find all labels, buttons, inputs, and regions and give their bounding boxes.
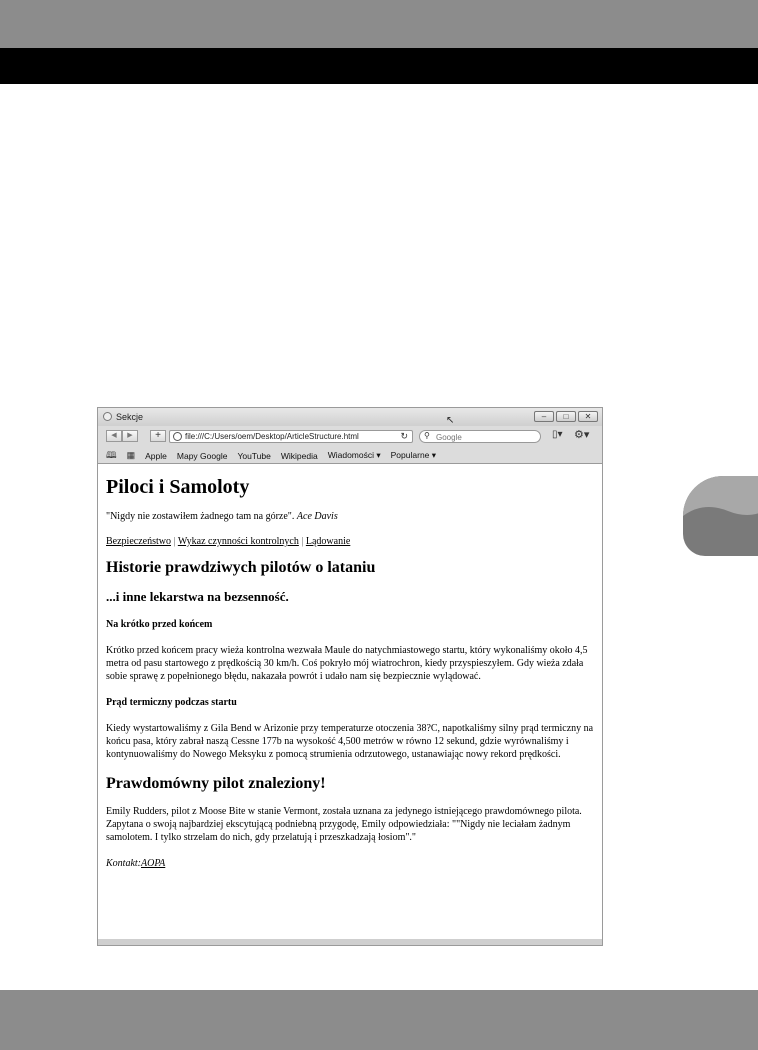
globe-icon [173,432,182,441]
browser-window [97,407,603,946]
minimize-button[interactable]: – [534,411,554,422]
page-title: Piloci i Samoloty [106,476,250,498]
link-checklist[interactable]: Wykaz czynności kontrolnych [177,536,299,547]
search-icon: ⚲ [424,431,430,440]
safari-icon [103,412,112,421]
link-landing[interactable]: Lądowanie [305,536,351,547]
chapter-tab [683,476,758,556]
nav-links [106,536,594,547]
grid-icon[interactable]: ▦ [126,450,136,460]
page-header-stripe [0,48,758,84]
quote [106,511,594,522]
search-input[interactable] [436,432,536,442]
section-title: Prawdomówny pilot znaleziony! [106,775,326,792]
section-subtitle: ...i inne lekarstwa na bezsenność. [106,589,289,604]
contact-label: Kontakt: [106,858,141,869]
link-separator: | [173,536,176,547]
gear-icon[interactable]: ⚙▾ [574,429,590,441]
mouse-cursor-icon: ↖ [446,415,455,426]
bookmark-popular[interactable]: Popularne ▾ [390,450,437,460]
bookmark-wikipedia[interactable]: Wikipedia [280,450,318,461]
story-text: Krótko przed końcem pracy wieża kontrolna wezwała Maule do natychmiastowego startu, który wykonaliśmy około 4,5 metra od pasu startowego z prędkością 30 km/h. Coś pokryło mój wiatrochron, kiedy przyspieszyłem. Gdy wieża zdała sobie sprawę z popełnionego błędu, nakazała powrót i udało nam się bezpiecznie wylądować. [106,645,588,682]
maximize-button[interactable]: □ [556,411,576,422]
quote-author: Ace Davis [296,511,338,522]
link-safety[interactable]: Bezpieczeństwo [106,536,171,547]
page-content [98,464,602,869]
address-bar[interactable] [169,430,413,443]
forward-button[interactable]: ▶ [122,430,138,442]
contact [106,858,594,869]
open-book-icon[interactable]: 🕮 [106,449,117,460]
bookmark-news[interactable]: Wiadomości ▾ [327,450,381,460]
link-separator: | [301,536,304,547]
page-menu-icon[interactable]: ▯▾ [552,429,563,440]
page-footer-band [0,990,758,1050]
bookmark-youtube[interactable]: YouTube [237,450,271,461]
reload-icon[interactable]: ↻ [400,431,408,441]
close-button[interactable]: ✕ [578,411,598,422]
back-button[interactable]: ◀ [106,430,122,442]
bookmark-apple[interactable]: Apple [145,450,167,461]
add-bookmark-button[interactable]: + [150,430,166,442]
bookmark-google-maps[interactable]: Mapy Google [176,450,228,461]
section-title: Historie prawdziwych pilotów o lataniu [106,559,376,576]
window-bottom-edge [98,939,602,945]
window-title: Sekcje [116,412,144,422]
address-url: file:///C:/Users/oem/Desktop/ArticleStructure.html [185,432,359,441]
bookmarks-bar [98,448,602,464]
window-titlebar [98,408,602,426]
browser-toolbar [98,426,602,448]
story-title: Prąd termiczny podczas startu [106,697,237,708]
contact-link[interactable]: AOPA [141,858,166,869]
search-field[interactable] [419,430,541,443]
section-text: Emily Rudders, pilot z Moose Bite w stanie Vermont, została uznana za jedynego istniejącego prawdomównego pilota. Zapytana o swoją najbardziej ekscytującą podniebną przygodę, Emily odpowiedziała: ""Nigdy nie leciałam żadnym samolotem. I tylko strzelam do nich, gdy przelatują i przeszkadzają łosiom"." [106,806,582,843]
story-title: Na krótko przed końcem [106,619,213,630]
story-text: Kiedy wystartowaliśmy z Gila Bend w Arizonie przy temperaturze otoczenia 38?C, napotkaliśmy silny prąd termiczny na końcu pasa, który zabrał naszą Cessne 177b na wysokość 4,500 metrów w równo 12 sekund, gdzie wyrównaliśmy i kontynuowaliśmy do Nowego Meksyku z pomocą strumienia odrzutowego, ustanawiając nowy rekord prędkości. [106,723,594,760]
quote-text: "Nigdy nie zostawiłem żadnego tam na górze". [106,511,295,522]
page-header-band [0,0,758,48]
